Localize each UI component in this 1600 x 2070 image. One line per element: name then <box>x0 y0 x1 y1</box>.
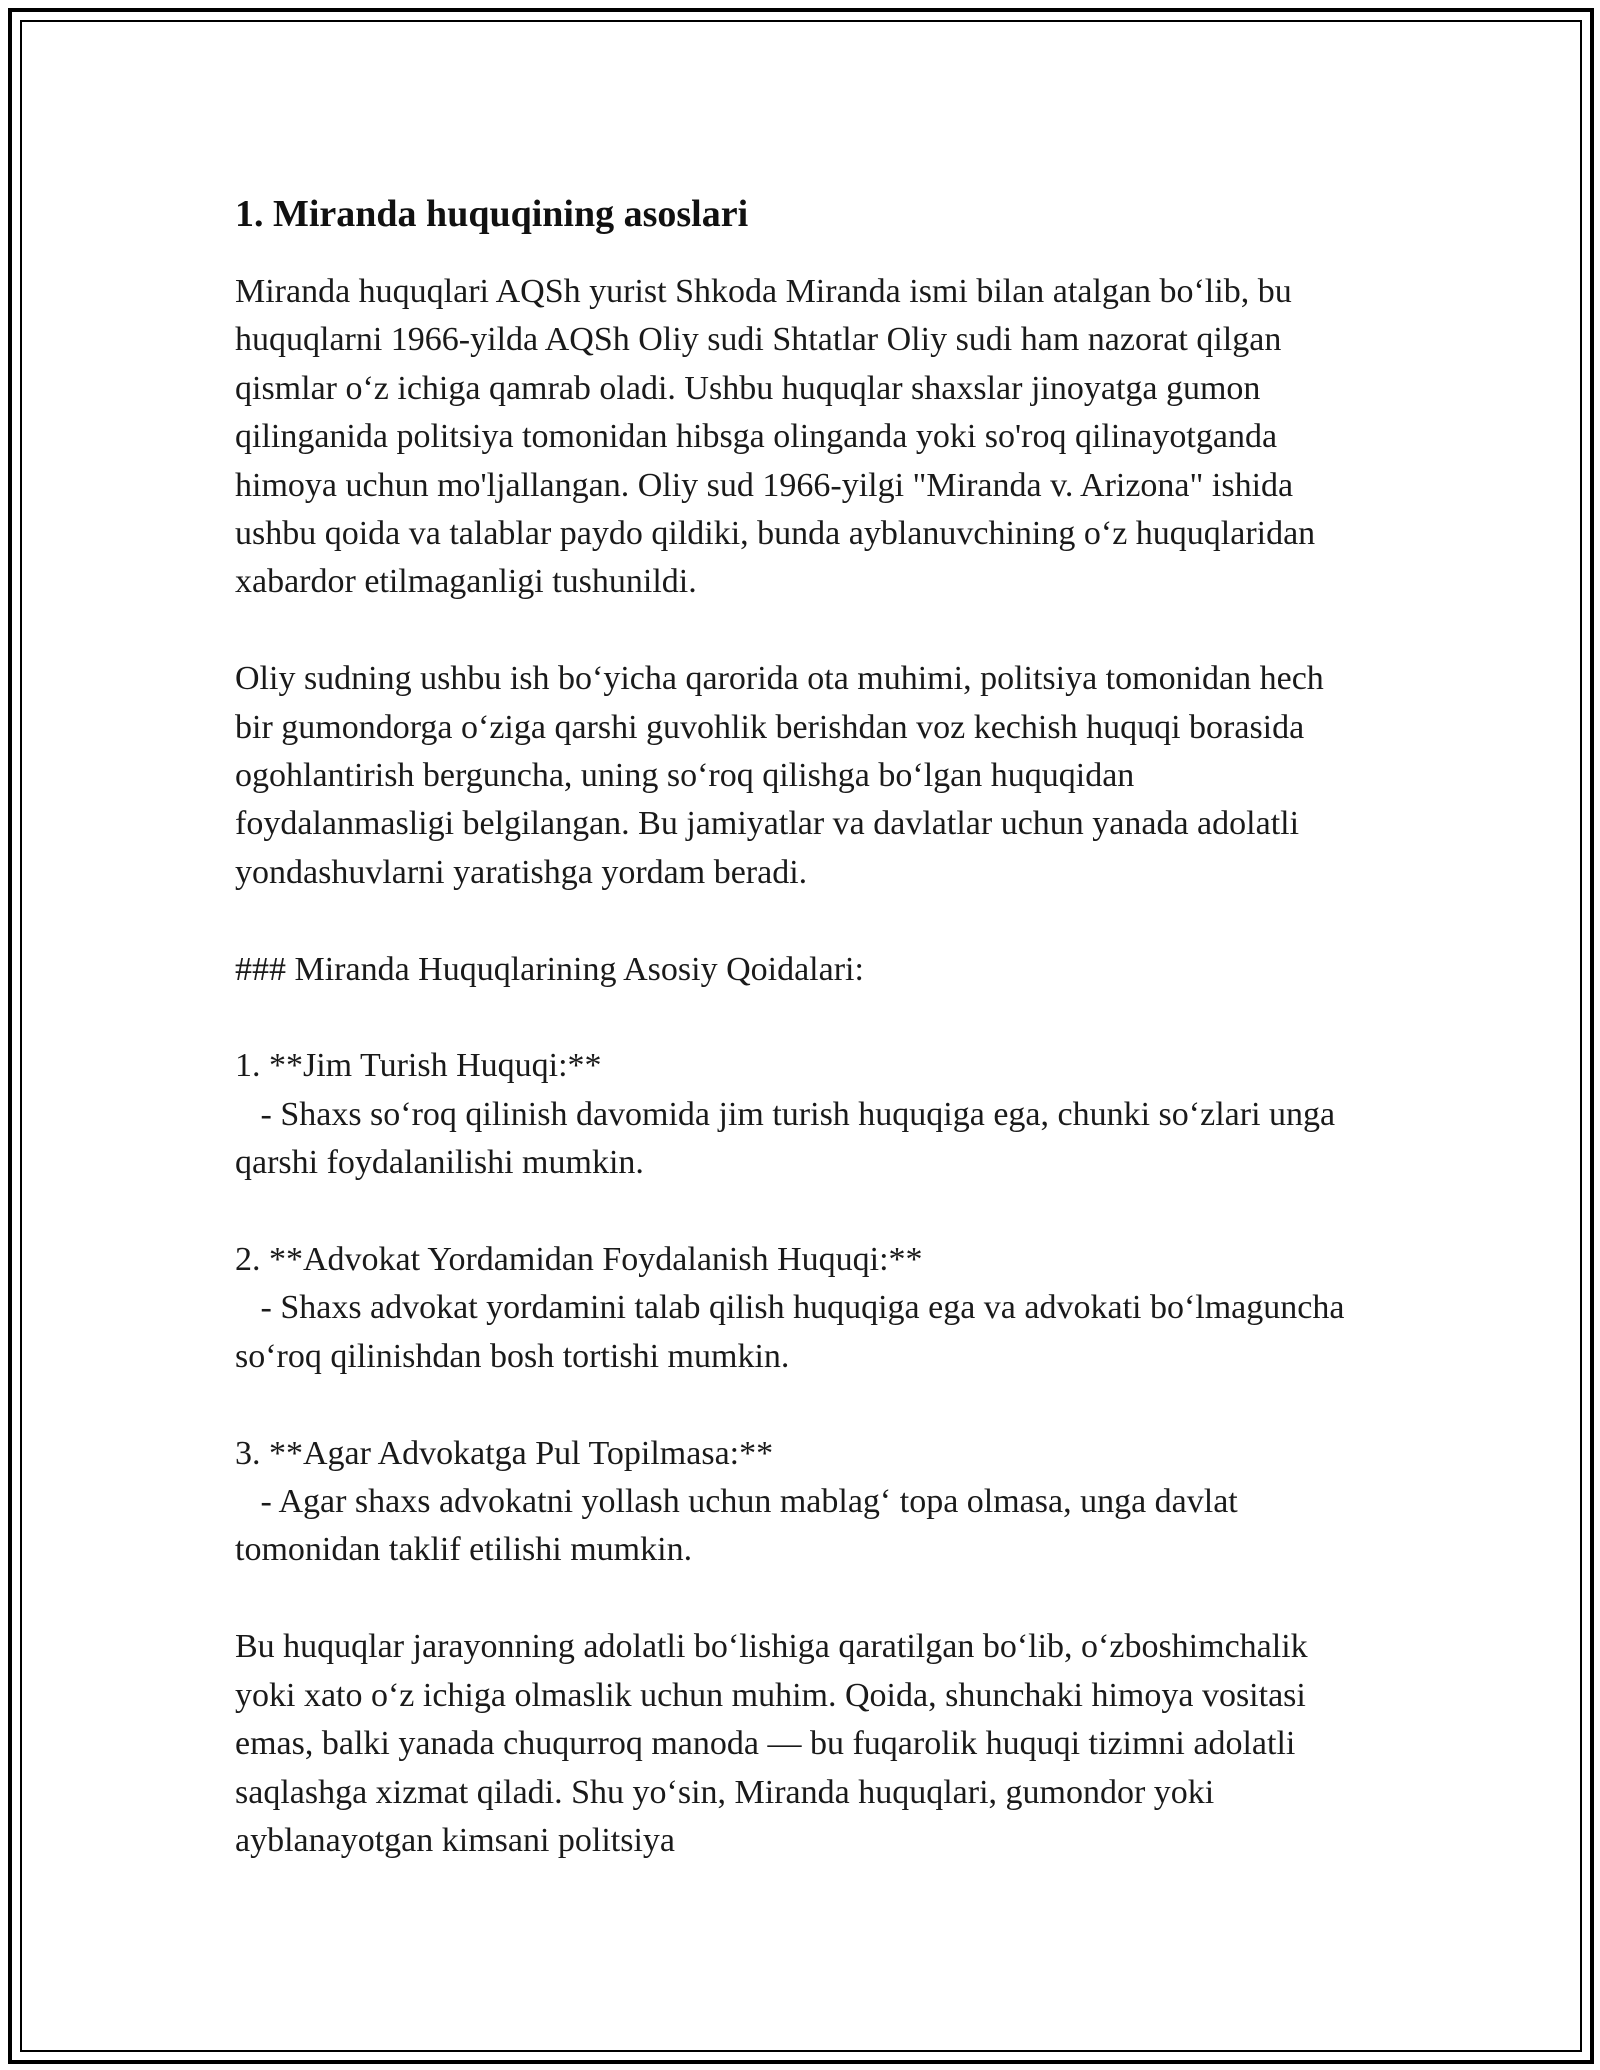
rule-2-title: 2. **Advokat Yordamidan Foydalanish Huquqi:** <box>235 1241 923 1279</box>
paragraph-intro: Miranda huquqlari AQSh yurist Shkoda Miranda ismi bilan atalgan bo‘lib, bu huquqlarni 1966-yilda AQSh Oliy sudi Shtatlar Oliy sudi ham nazorat qilgan qismlar o‘z ichiga qamrab oladi. Ushbu huquqlar shaxslar jinoyatga gumon qilinganida politsiya tomonidan hibsga olinganda yoki so'roq qilinayotganda himoya uchun mo'ljallangan. Oliy sud 1966-yilgi "Miranda v. Arizona" ishida ushbu qoida va talablar paydo qildiki, bunda ayblanuvchining o‘z huquqlaridan xabardor etilmaganligi tushunildi. <box>235 273 1324 601</box>
paragraph-gap <box>235 1575 1355 1623</box>
paragraph-gap <box>235 1188 1355 1236</box>
rule-3-title: 3. **Agar Advokatga Pul Topilmasa:** <box>235 1434 774 1472</box>
rule-1-title: 1. **Jim Turish Huquqi:** <box>235 1047 602 1085</box>
paragraph-conclusion: Bu huquqlar jarayonning adolatli bo‘lishiga qaratilgan bo‘lib, o‘zboshimchalik yoki xato o‘z ichiga olmaslik uchun muhim. Qoida, shunchaki himoya vositasi emas, balki yanada chuqurroq manoda — bu fuqarolik huquqi tizimni adolatli saqlashga xizmat qiladi. Shu yo‘sin, Miranda huquqlari, gumondor yoki ayblanayotgan kimsani politsiya <box>235 1628 1317 1859</box>
paragraph-gap <box>235 1381 1355 1429</box>
paragraph-gap <box>235 994 1355 1042</box>
rules-subheading: ### Miranda Huquqlarining Asosiy Qoidalari: <box>235 950 864 988</box>
section-heading: 1. Miranda huquqining asoslari <box>235 193 749 235</box>
rule-1-text: - Shaxs so‘roq qilinish davomida jim turish huquqiga ega, chunki so‘zlari unga qarshi foydalanilishi mumkin. <box>235 1095 1344 1182</box>
rule-2-text: - Shaxs advokat yordamini talab qilish huquqiga ega va advokati bo‘lmaguncha so‘roq qilinishdan bosh tortishi mumkin. <box>235 1289 1353 1375</box>
paragraph-gap <box>235 607 1355 655</box>
paragraph-gap <box>235 897 1355 945</box>
paragraph-ruling: Oliy sudning ushbu ish bo‘yicha qarorida ota muhimi, politsiya tomonidan hech bir gumondorga o‘ziga qarshi guvohlik berishdan voz kechish huquqi borasida ogohlantirish berguncha, uning so‘roq qilishga bo‘lgan huquqidan foydalanmasligi belgilangan. Bu jamiyatlar va davlatlar uchun yanada adolatli yondashuvlarni yaratishga yordam beradi. <box>235 660 1333 891</box>
rule-3-text: - Agar shaxs advokatni yollash uchun mablag‘ topa olmasa, unga davlat tomonidan taklif etilishi mumkin. <box>235 1483 1247 1569</box>
document-body <box>235 186 1355 1865</box>
